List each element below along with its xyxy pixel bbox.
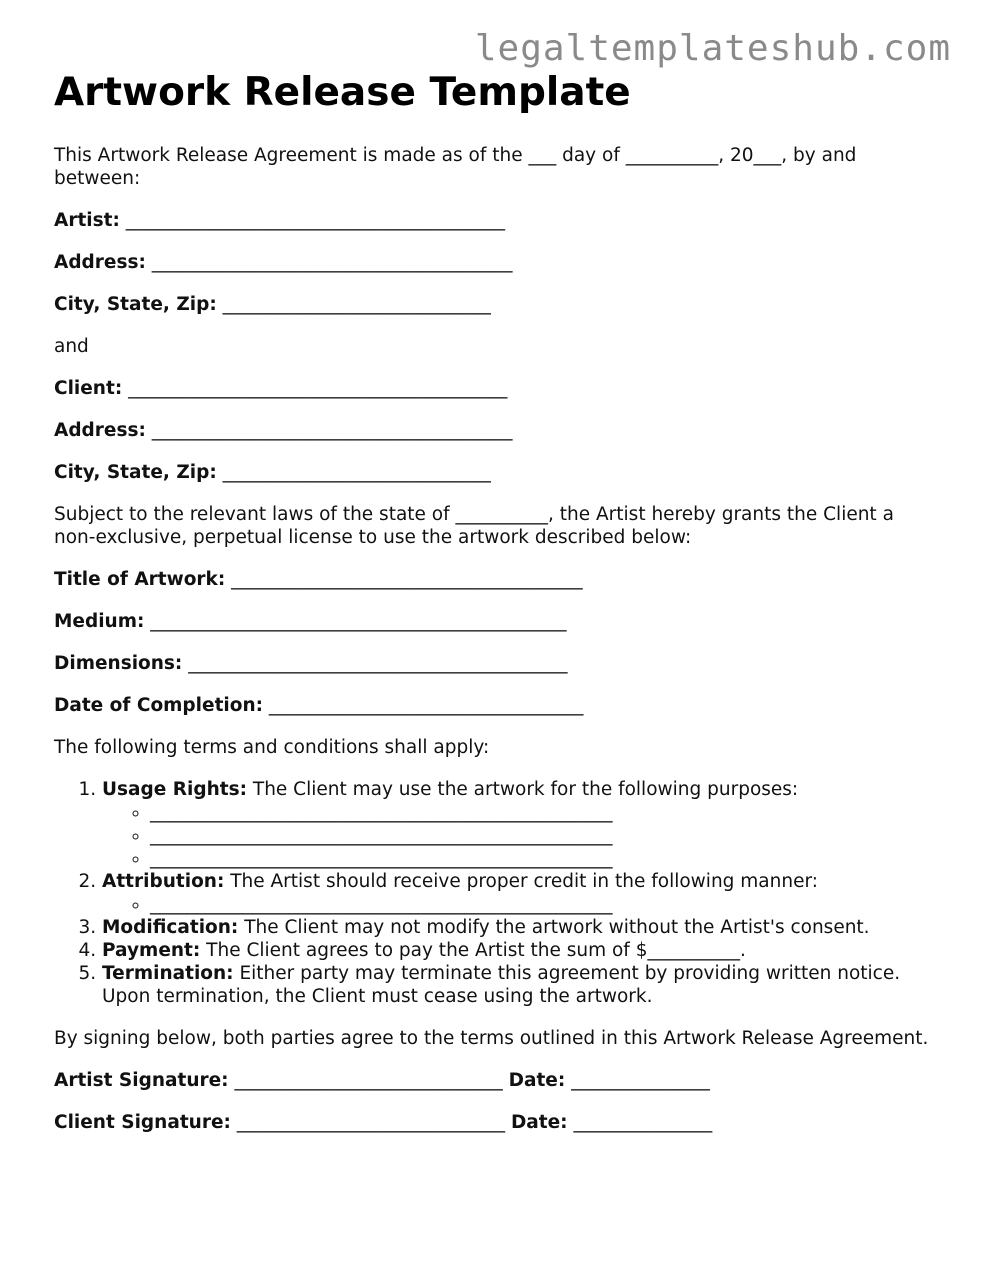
fill-in-blank: _______________________________________ xyxy=(151,252,513,273)
fill-in-blank: _______________________________________ xyxy=(151,420,513,441)
fill-in-blank: __________________________________________________ xyxy=(150,825,613,846)
date-label: Date: xyxy=(508,1070,566,1091)
term-modification xyxy=(102,916,934,939)
fill-in-blank: _____________________________________________ xyxy=(150,611,567,632)
and-text: and xyxy=(54,336,89,357)
attribution-manner-list xyxy=(102,893,934,916)
list-item xyxy=(150,824,934,847)
term-text: The Client may use the artwork for the following purposes: xyxy=(247,779,799,800)
term-label: Termination: xyxy=(102,963,234,984)
artist-signature-line xyxy=(54,1069,934,1092)
artist-name-field xyxy=(54,209,934,232)
term-label: Attribution: xyxy=(102,871,225,892)
fill-in-blank: _____________________________ xyxy=(222,462,491,483)
artwork-medium-field xyxy=(54,610,934,633)
term-text: The Client agrees to pay the Artist the sum of $__________. xyxy=(200,940,746,961)
signature-label: Artist Signature: xyxy=(54,1070,229,1091)
field-label: City, State, Zip: xyxy=(54,462,217,483)
client-city-state-zip-field xyxy=(54,461,934,484)
client-name-field xyxy=(54,377,934,400)
date-blank: _______________ xyxy=(573,1112,713,1133)
watermark: legaltemplateshub.com xyxy=(474,28,951,69)
client-signature-line xyxy=(54,1111,934,1134)
field-label: Artist: xyxy=(54,210,120,231)
fill-in-blank: __________________________________________________ xyxy=(150,848,613,869)
term-usage-rights xyxy=(102,778,934,870)
field-label: Dimensions: xyxy=(54,653,183,674)
closing-paragraph: By signing below, both parties agree to the terms outlined in this Artwork Release Agreement. xyxy=(54,1028,929,1049)
signature-label: Client Signature: xyxy=(54,1112,231,1133)
fill-in-blank: __________________________________________________ xyxy=(150,802,613,823)
artist-address-field xyxy=(54,251,934,274)
signature-blank: _____________________________ xyxy=(234,1070,503,1091)
fill-in-blank: _________________________________________ xyxy=(188,653,568,674)
license-paragraph: Subject to the relevant laws of the state of __________, the Artist hereby grants the Client a non-exclusive, perpetual license to use the artwork described below: xyxy=(54,504,894,548)
term-text: Either party may terminate this agreement by providing written notice. Upon termination, the Client must cease using the artwork. xyxy=(102,963,901,1007)
date-label: Date: xyxy=(510,1112,568,1133)
signature-blank: _____________________________ xyxy=(236,1112,506,1133)
fill-in-blank: __________________________________________________ xyxy=(150,894,613,915)
artwork-completion-date-field xyxy=(54,694,934,717)
term-label: Modification: xyxy=(102,917,239,938)
field-label: Title of Artwork: xyxy=(54,569,226,590)
document-page xyxy=(54,68,934,1153)
fill-in-blank: ______________________________________ xyxy=(231,569,583,590)
term-payment xyxy=(102,939,934,962)
field-label: Address: xyxy=(54,420,146,441)
term-termination xyxy=(102,962,934,1008)
field-label: Address: xyxy=(54,252,146,273)
list-item xyxy=(150,893,934,916)
terms-intro: The following terms and conditions shall apply: xyxy=(54,737,490,758)
field-label: City, State, Zip: xyxy=(54,294,217,315)
list-item xyxy=(150,801,934,824)
artist-city-state-zip-field xyxy=(54,293,934,316)
artwork-title-field xyxy=(54,568,934,591)
terms-list xyxy=(54,778,934,1008)
document-title: Artwork Release Template xyxy=(54,70,631,115)
term-label: Payment: xyxy=(102,940,201,961)
field-label: Client: xyxy=(54,378,123,399)
fill-in-blank: __________________________________ xyxy=(268,695,584,716)
term-attribution xyxy=(102,870,934,916)
fill-in-blank: _________________________________________ xyxy=(128,378,508,399)
field-label: Medium: xyxy=(54,611,145,632)
client-address-field xyxy=(54,419,934,442)
term-text: The Artist should receive proper credit in the following manner: xyxy=(224,871,818,892)
field-label: Date of Completion: xyxy=(54,695,264,716)
date-blank: _______________ xyxy=(571,1070,710,1091)
intro-paragraph: This Artwork Release Agreement is made as of the ___ day of __________, 20___, by and between: xyxy=(54,145,857,189)
usage-purpose-list xyxy=(102,801,934,870)
fill-in-blank: _________________________________________ xyxy=(125,210,506,231)
term-label: Usage Rights: xyxy=(102,779,248,800)
fill-in-blank: _____________________________ xyxy=(222,294,491,315)
list-item xyxy=(150,847,934,870)
artwork-dimensions-field xyxy=(54,652,934,675)
term-text: The Client may not modify the artwork without the Artist's consent. xyxy=(238,917,870,938)
